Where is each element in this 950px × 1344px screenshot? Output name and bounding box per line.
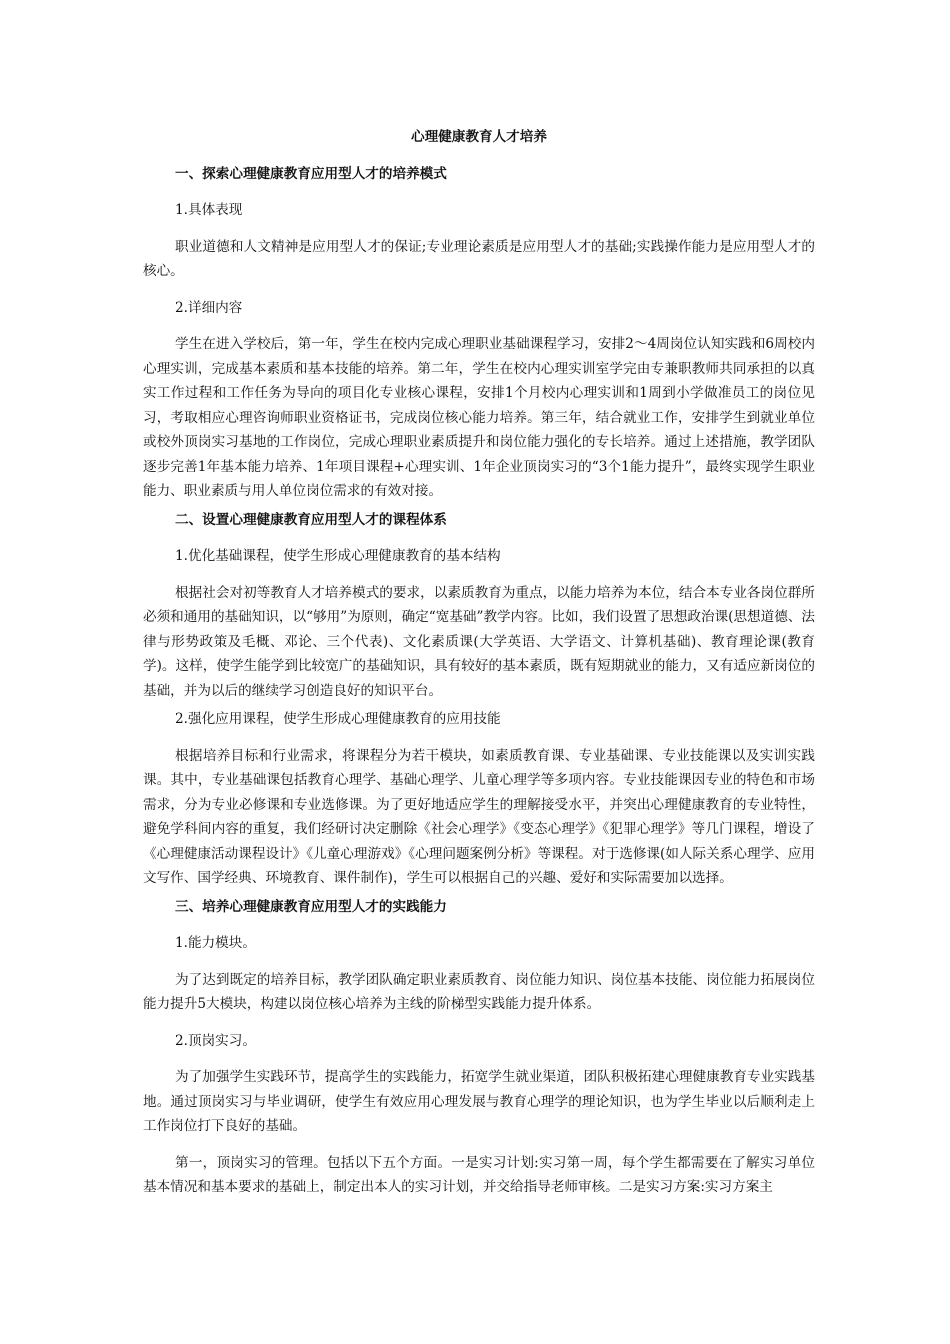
section-2-subheading-2: 2.强化应用课程，使学生形成心理健康教育的应用技能 (175, 711, 501, 727)
section-3-subheading-1: 1.能力模块。 (175, 935, 256, 951)
section-2-paragraph-1: 根据社会对初等教育人才培养模式的要求，以素质教育为重点，以能力培养为本位，结合本专业各岗位群所必须和通用的基础知识，以“够用”为原则，确定“宽基础”教学内容。比如，我们设置了思想政治课(思想道德、法律与形势政策及毛概、邓论、三个代表)、文化素质课(大学英语、大学语文、计算机基础)、教育理论课(教育学)。这样，使学生能学到比较宽广的基础知识，具有较好的基本素质，既有短期就业的能力，又有适应新岗位的基础，并为以后的继续学习创造良好的知识平台。 (143, 584, 816, 699)
section-1-heading: 一、探索心理健康教育应用型人才的培养模式 (175, 165, 447, 182)
section-2-heading: 二、设置心理健康教育应用型人才的课程体系 (175, 511, 447, 528)
document-title: 心理健康教育人才培养 (411, 129, 547, 145)
section-1-subheading-2: 2.详细内容 (175, 299, 243, 316)
section-1-subheading-1: 1.具体表现 (175, 202, 243, 218)
section-1-paragraph-1: 职业道德和人文精神是应用型人才的保证;专业理论素质是应用型人才的基础;实践操作能力是应用型人才的核心。 (143, 238, 815, 279)
section-2-subheading-1: 1.优化基础课程，使学生形成心理健康教育的基本结构 (175, 548, 501, 564)
section-1-paragraph-2: 学生在进入学校后，第一年，学生在校内完成心理职业基础课程学习，安排2～4周岗位认知实践和6周校内心理实训，完成基本素质和基本技能的培养。第二年，学生在校内心理实训室学完由专兼职教师共同承担的以真实工作过程和工作任务为导向的项目化专业核心课程，安排1个月校内心理实训和1周到小学做准员工的岗位见习，考取相应心理咨询师职业资格证书，完成岗位核心能力培养。第三年，结合就业工作，安排学生到就业单位或校外顶岗实习基地的工作岗位，完成心理职业素质提升和岗位能力强化的专长培养。通过上述措施，教学团队逐步完善1年基本能力培养、1年项目课程+心理实训、1年企业顶岗实习的“3个1能力提升”，最终实现学生职业能力、职业素质与用人单位岗位需求的有效对接。 (143, 336, 815, 499)
section-3-subheading-2: 2.顶岗实习。 (175, 1032, 256, 1049)
section-3-paragraph-1: 为了达到既定的培养目标，教学团队确定职业素质教育、岗位能力知识、岗位基本技能、岗位能力拓展岗位能力提升5大模块，构建以岗位核心培养为主线的阶梯型实践能力提升体系。 (143, 971, 815, 1012)
section-2-paragraph-2: 根据培养目标和行业需求，将课程分为若干模块，如素质教育课、专业基础课、专业技能课以及实训实践课。其中，专业基础课包括教育心理学、基础心理学、儿童心理学等多项内容。专业技能课因专业的特色和市场需求，分为专业必修课和专业选修课。为了更好地适应学生的理解接受水平，并突出心理健康教育的专业特性，避免学科间内容的重复，我们经研讨决定删除《社会心理学》《变态心理学》《犯罪心理学》等几门课程，增设了《心理健康活动课程设计》《儿童心理游戏》《心理问题案例分析》等课程。对于选修课(如人际关系心理学、应用文写作、国学经典、环境教育、课件制作)，学生可以根据自己的兴趣、爱好和实际需要加以选择。 (143, 747, 815, 886)
section-3-paragraph-2: 为了加强学生实践环节，提高学生的实践能力，拓宽学生就业渠道，团队积极拓建心理健康教育专业实践基地。通过顶岗实习与毕业调研，使学生有效应用心理发展与教育心理学的理论知识，也为学生毕业以后顺利走上工作岗位打下良好的基础。 (143, 1069, 815, 1134)
section-3-paragraph-3: 第一，顶岗实习的管理。包括以下五个方面。一是实习计划:实习第一周，每个学生都需要在了解实习单位基本情况和基本要求的基础上，制定出本人的实习计划，并交给指导老师审核。二是实习方案:实习方案主 (143, 1154, 815, 1195)
section-3-heading: 三、培养心理健康教育应用型人才的实践能力 (175, 898, 447, 915)
document-body (143, 125, 815, 1212)
